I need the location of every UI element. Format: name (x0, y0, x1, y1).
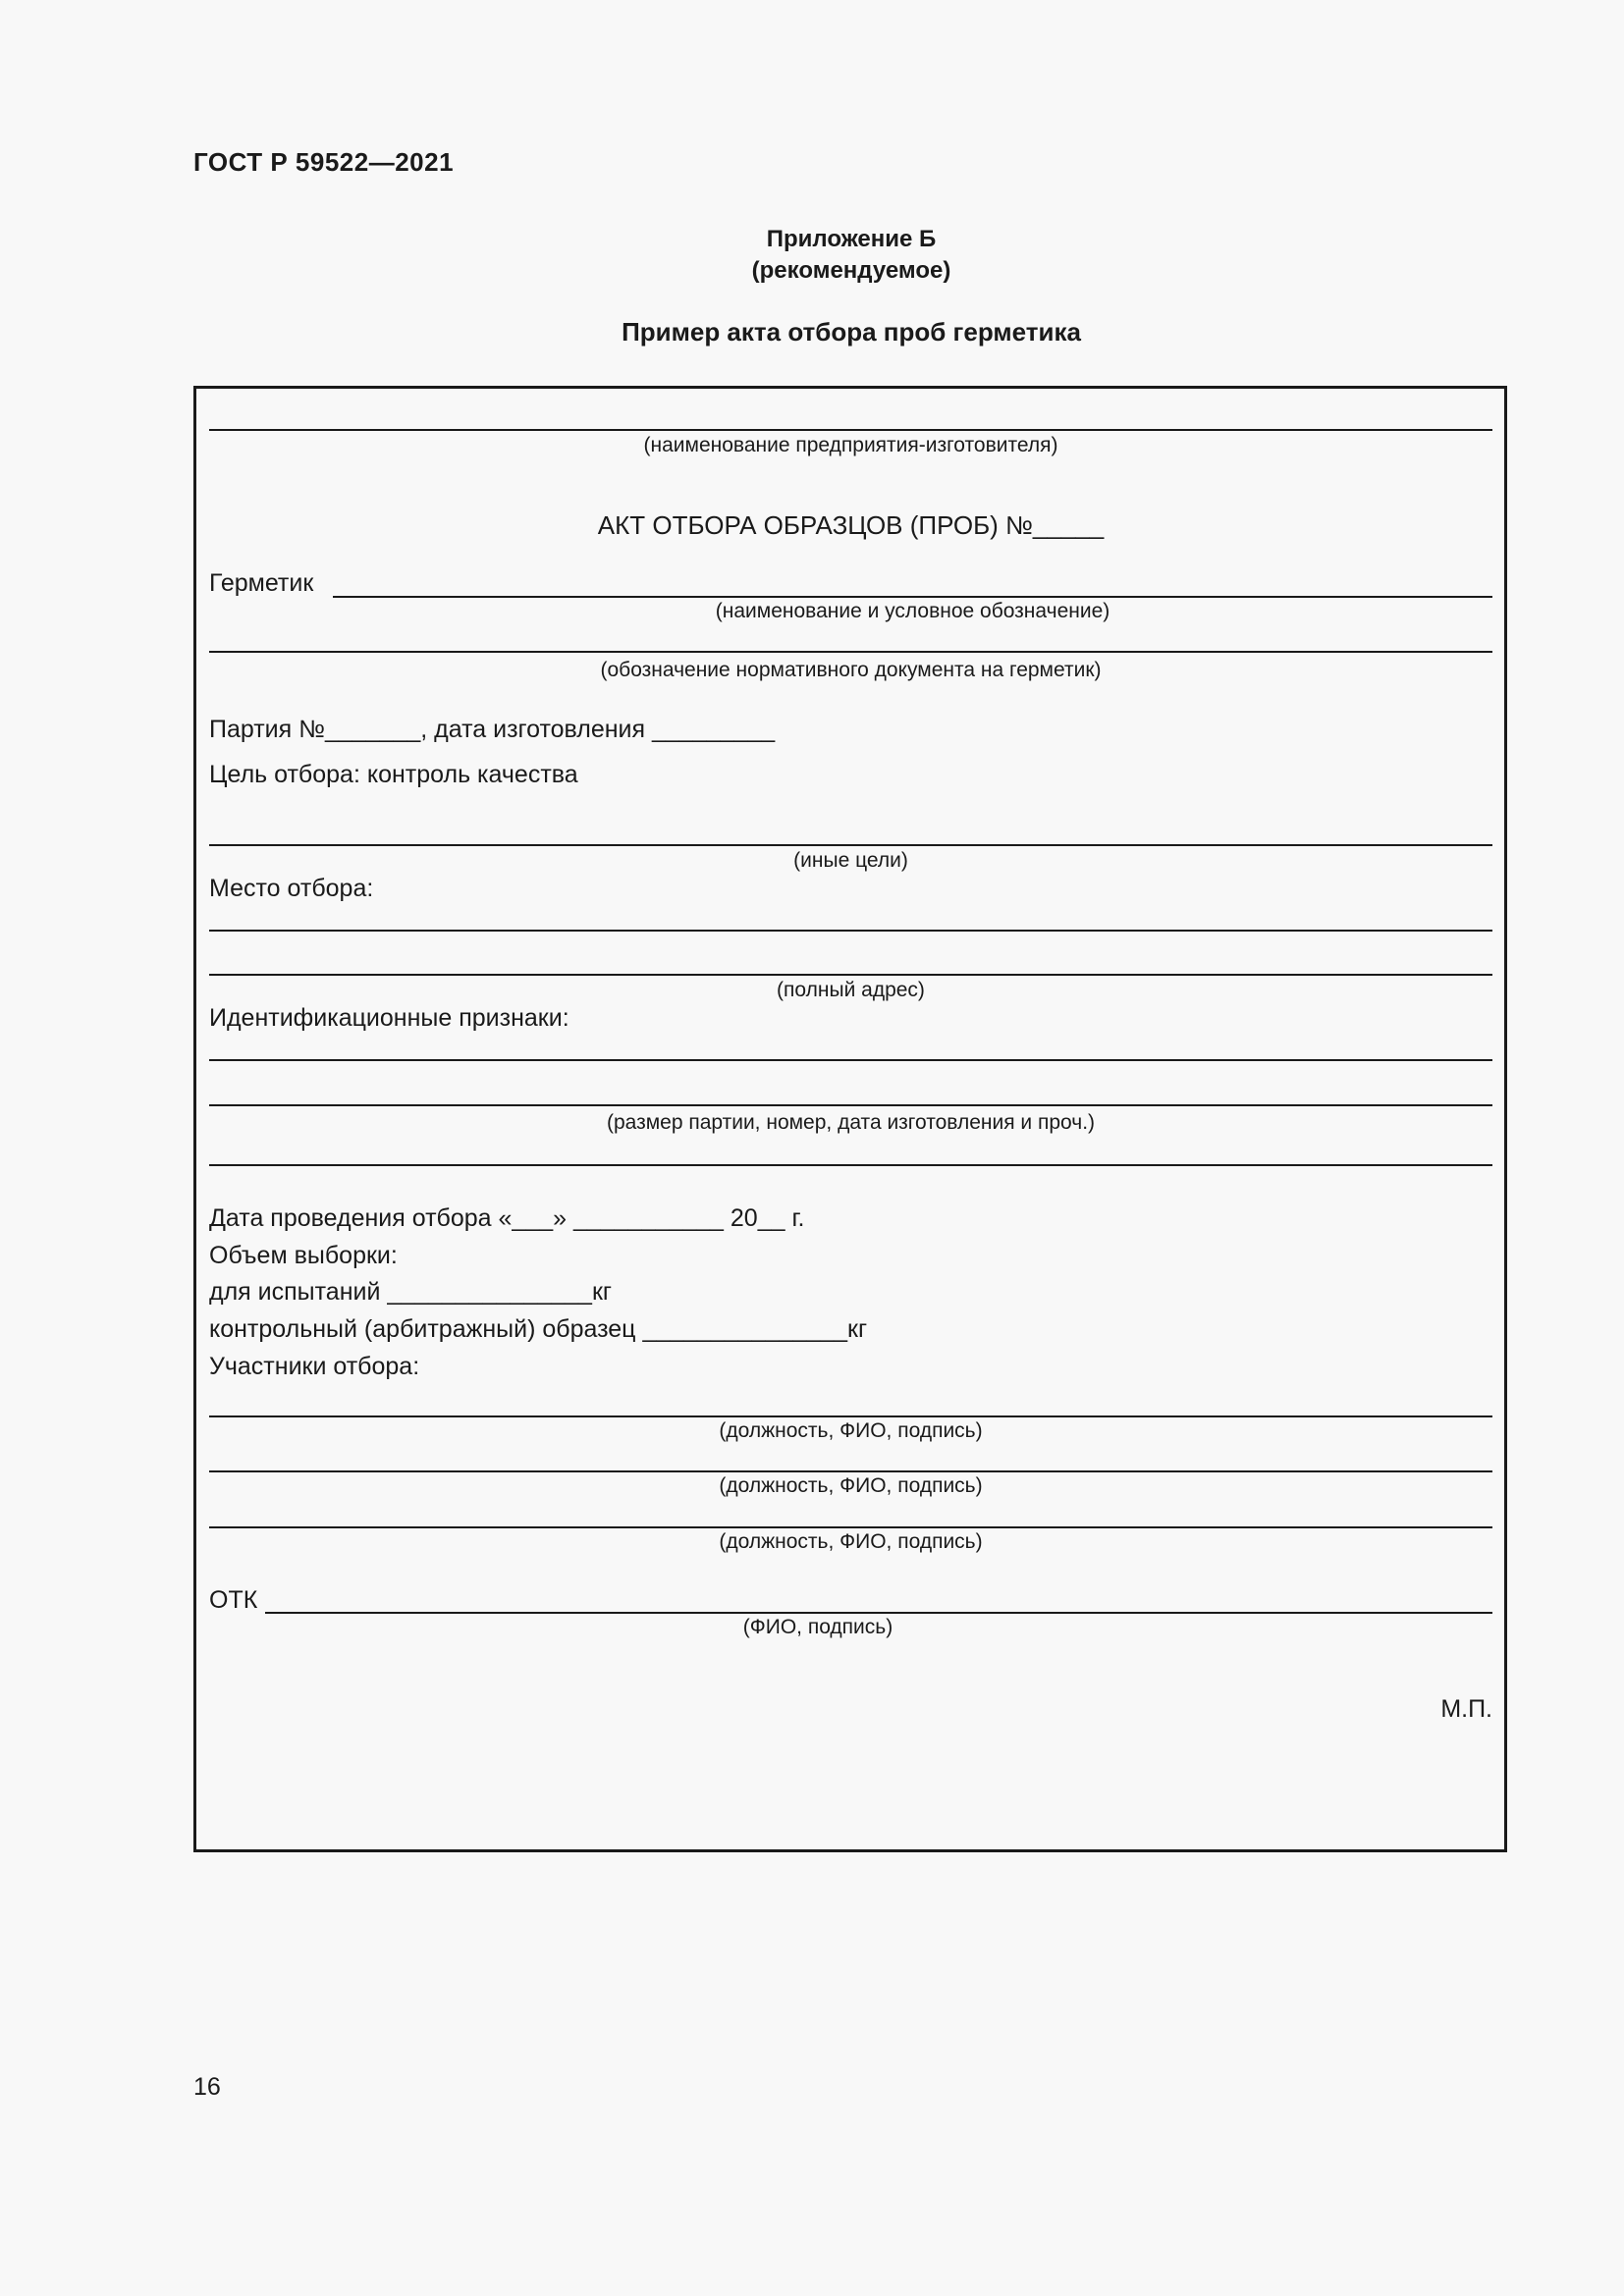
otk-label: ОТК (209, 1586, 258, 1614)
act-title: АКТ ОТБОРА ОБРАЗЦОВ (ПРОБ) №_____ (597, 510, 1105, 540)
participant-line-3 (209, 1526, 1492, 1528)
tests-line: для испытаний _______________кг (209, 1278, 612, 1306)
other-purposes-line (209, 844, 1492, 846)
caption-normdoc: (обозначение нормативного документа на герметик) (600, 659, 1102, 681)
caption-sealant-name: (наименование и условное обозначение) (715, 600, 1110, 622)
batch-line: Партия №_______, дата изготовления _________ (209, 716, 776, 743)
caption-participant-2: (должность, ФИО, подпись) (719, 1474, 983, 1497)
otk-line (265, 1612, 1492, 1614)
address-line-2 (209, 974, 1492, 976)
page-number: 16 (193, 2073, 221, 2101)
normdoc-line (209, 651, 1492, 653)
place-label: Место отбора: (209, 875, 374, 902)
ident-line-3 (209, 1164, 1492, 1166)
annex-title: Приложение Б (766, 226, 937, 252)
ident-line-1 (209, 1059, 1492, 1061)
caption-address: (полный адрес) (777, 979, 925, 1001)
sealant-line (333, 596, 1492, 598)
manufacturer-line (209, 429, 1492, 431)
address-line-1 (209, 930, 1492, 932)
stamp-placeholder: М.П. (1440, 1695, 1492, 1723)
participant-line-1 (209, 1415, 1492, 1417)
caption-ident: (размер партии, номер, дата изготовления и проч.) (606, 1111, 1096, 1134)
caption-otk: (ФИО, подпись) (742, 1616, 893, 1638)
participant-line-2 (209, 1470, 1492, 1472)
sealant-label: Герметик (209, 569, 314, 597)
ident-line-2 (209, 1104, 1492, 1106)
control-sample-line: контрольный (арбитражный) образец _______________кг (209, 1315, 868, 1343)
annex-heading: Пример акта отбора проб герметика (622, 317, 1081, 347)
caption-participant-3: (должность, ФИО, подпись) (719, 1530, 983, 1553)
caption-manufacturer: (наименование предприятия-изготовителя) (643, 434, 1058, 456)
caption-participant-1: (должность, ФИО, подпись) (719, 1419, 983, 1442)
caption-other-purposes: (иные цели) (793, 849, 908, 872)
annex-status: (рекомендуемое) (751, 257, 951, 284)
ident-label: Идентификационные признаки: (209, 1004, 569, 1032)
date-line: Дата проведения отбора «___» ___________ 20__ г. (209, 1204, 805, 1232)
standard-code: ГОСТ Р 59522—2021 (193, 147, 455, 177)
participants-label: Участники отбора: (209, 1353, 420, 1380)
volume-label: Объем выборки: (209, 1242, 398, 1269)
purpose-line: Цель отбора: контроль качества (209, 761, 578, 788)
